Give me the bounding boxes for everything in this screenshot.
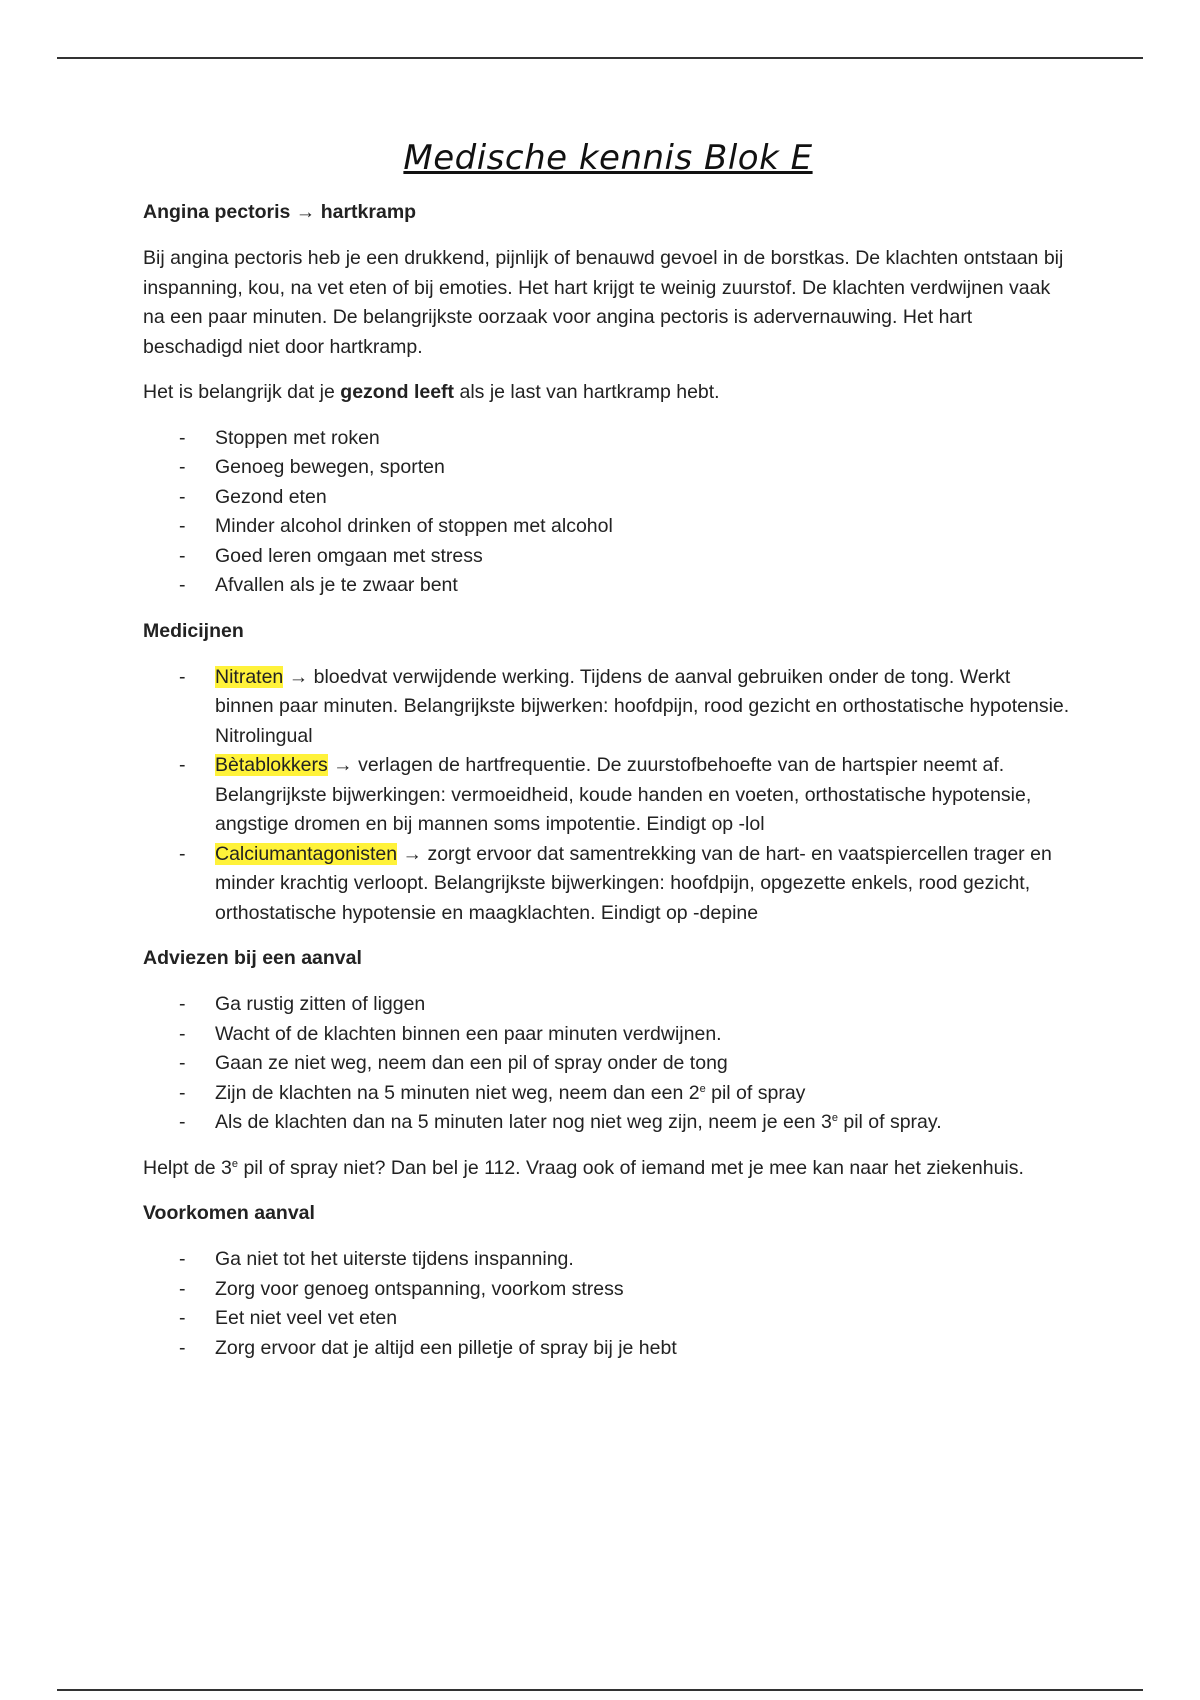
highlighted-term: Calciumantagonisten (215, 842, 398, 865)
text-run: als je last van hartkramp hebt. (459, 381, 720, 403)
list-item-text: Minder alcohol drinken of stoppen met alcohol (215, 515, 613, 537)
list-item (143, 990, 1073, 1020)
bullet-dash: - (179, 485, 186, 508)
text-run: pil of spray (711, 1081, 806, 1104)
list-item (143, 1304, 1073, 1334)
bold-text: gezond leeft (340, 381, 455, 403)
text-run: Het is belangrijk dat je (143, 381, 335, 403)
bullet-dash: - (179, 456, 186, 478)
footer-rule (57, 1689, 1143, 1691)
list-item-text: Ga rustig zitten of liggen (215, 993, 426, 1015)
list-item (143, 1245, 1073, 1275)
list-item (143, 1334, 1073, 1364)
list-item (143, 1049, 1073, 1079)
header-rule (57, 57, 1143, 59)
list-item-text: Gaan ze niet weg, neem dan een pil of spray onder de tong (215, 1052, 728, 1074)
bullet-dash: - (179, 1307, 186, 1329)
bullet-dash: - (179, 1111, 186, 1133)
lifestyle-list (143, 424, 1073, 601)
list-item (143, 542, 1073, 572)
advice-list (143, 990, 1073, 1138)
section-heading-adviezen: Adviezen bij een aanval (143, 947, 362, 969)
medication-item (143, 751, 1073, 840)
bullet-dash: - (179, 426, 186, 449)
arrow-icon: → (288, 665, 309, 688)
list-item (143, 512, 1073, 542)
paragraph-intro: Bij angina pectoris heb je een drukkend, pijnlijk of benauwd gevoel in de borstkas. De klachten ontstaan bij inspanning, kou, na vet eten of bij emoties. Het hart krijgt te weinig zuurstof. De klachten verdwijnen vaak na een paar minuten. De belangrijkste oorzaak voor angina pectoris is adervernauwing. Het hart beschadigd niet door hartkramp. (143, 247, 1064, 358)
section-heading-medicijnen: Medicijnen (143, 619, 244, 642)
bullet-dash: - (179, 1248, 186, 1270)
list-item (143, 424, 1073, 454)
list-item-text: Ga niet tot het uiterste tijdens inspanning. (215, 1248, 574, 1270)
text-run: Helpt de 3 (143, 1156, 232, 1179)
list-item (143, 483, 1073, 513)
bullet-dash: - (179, 1022, 186, 1045)
bullet-dash: - (179, 574, 186, 596)
bullet-dash: - (179, 754, 186, 776)
heading-text: hartkramp (320, 201, 417, 223)
heading-text: Angina pectoris (143, 201, 291, 223)
list-item-text: Zorg ervoor dat je altijd een pilletje of spray bij je hebt (215, 1336, 677, 1359)
page-title: Medische kennis Blok E (403, 138, 813, 178)
bullet-dash: - (179, 665, 186, 688)
list-item (143, 1020, 1073, 1050)
list-item-text: Eet niet veel vet eten (215, 1307, 398, 1329)
bullet-dash: - (179, 1052, 186, 1074)
list-item-text: Wacht of de klachten binnen een paar minuten verdwijnen. (215, 1022, 722, 1045)
arrow-icon: → (295, 201, 316, 223)
list-item-text: Stoppen met roken (215, 426, 380, 449)
superscript: e (699, 1082, 706, 1095)
paragraph-healthy (143, 378, 1073, 408)
list-item (143, 571, 1073, 601)
superscript: e (831, 1112, 838, 1124)
list-item-text: Zorg voor genoeg ontspanning, voorkom stress (215, 1277, 624, 1300)
text-run: Als de klachten dan na 5 minuten later nog niet weg zijn, neem je een 3 (215, 1111, 832, 1133)
arrow-icon: → (333, 754, 353, 776)
bullet-dash: - (179, 1081, 186, 1104)
bullet-dash: - (179, 1277, 186, 1300)
medication-item (143, 840, 1073, 929)
list-item-text: Afvallen als je te zwaar bent (215, 574, 458, 596)
medication-description: zorgt ervoor dat samentrekking van de hart- en vaatspiercellen trager en minder krachtig verloopt. Belangrijkste bijwerkingen: hoofdpijn, opgezette enkels, rood gezicht, orthostatische hypotensie en maagklachten. Eindigt op -depine (215, 842, 1052, 924)
list-item-text: Goed leren omgaan met stress (215, 544, 483, 567)
list-item (143, 1275, 1073, 1305)
paragraph-emergency (143, 1154, 1073, 1184)
text-run: pil of spray niet? Dan bel je 112. Vraag ook of iemand met je mee kan naar het ziekenhuis. (243, 1156, 1024, 1179)
arrow-icon: → (402, 842, 423, 865)
document-body (143, 138, 1073, 1379)
list-item-text: Gezond eten (215, 485, 327, 508)
prevention-list (143, 1245, 1073, 1363)
medication-description: verlagen de hartfrequentie. De zuurstofbehoefte van de hartspier neemt af. Belangrijkste bijwerkingen: vermoeidheid, koude handen en voeten, orthostatische hypotensie, angstige dromen en bij mannen soms impotentie. Eindigt op -lol (215, 754, 1032, 835)
highlighted-term: Nitraten (215, 665, 284, 688)
bullet-dash: - (179, 993, 186, 1015)
list-item-text: Genoeg bewegen, sporten (215, 456, 445, 478)
bullet-dash: - (179, 1336, 186, 1359)
list-item (143, 1108, 1073, 1138)
text-run: pil of spray. (843, 1111, 942, 1133)
medication-description: bloedvat verwijdende werking. Tijdens de aanval gebruiken onder de tong. Werkt binnen paar minuten. Belangrijkste bijwerken: hoofdpijn, rood gezicht en orthostatische hypotensie. Nitrolingual (215, 665, 1070, 747)
list-item (143, 1079, 1073, 1109)
bullet-dash: - (179, 842, 186, 865)
bullet-dash: - (179, 544, 186, 567)
medication-list (143, 663, 1073, 929)
bullet-dash: - (179, 515, 186, 537)
highlighted-term: Bètablokkers (215, 754, 328, 776)
text-run: Zijn de klachten na 5 minuten niet weg, neem dan een 2 (215, 1081, 700, 1104)
list-item (143, 453, 1073, 483)
medication-item (143, 663, 1073, 752)
section-heading-angina (143, 198, 1073, 226)
section-heading-voorkomen: Voorkomen aanval (143, 1202, 315, 1224)
superscript: e (231, 1157, 239, 1170)
